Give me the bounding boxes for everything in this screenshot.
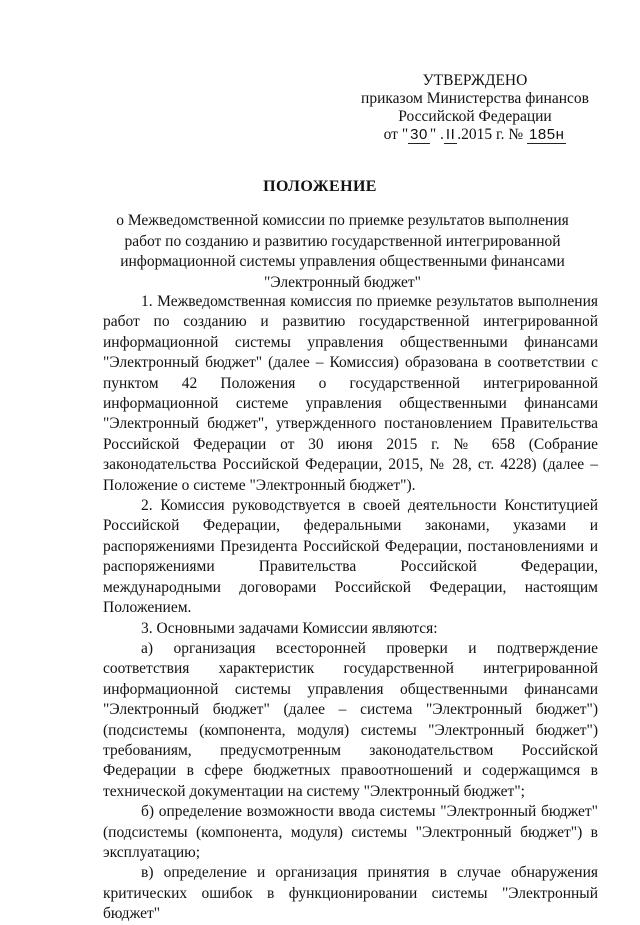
item-c: в) определение и организация принятия в случае обнаружения критических ошибок в функционировании системы "Электронный бюджет" xyxy=(103,864,598,923)
date-separator: " . xyxy=(429,126,444,143)
approval-order-line: приказом Министерства финансов xyxy=(361,90,589,107)
paragraph-1: 1. Межведомственная комиссия по приемке результатов выполнения работ по созданию и развитию государственной интегрированной информационной системы управления общественными финансами "Электронный бюджет" (далее – Комиссия) образована в соответствии с пунктом 42 Положения о государственной интегрированной информационной системе управления общественными финансами "Электронный бюджет", утвержденного постановлением Правительства Российской Федерации от 30 июня 2015 г. № 658 (Собрание законодательства Российской Федерации, 2015, № 28, ст. 4228) (далее – Положение о системе "Электронный бюджет"). xyxy=(103,293,598,494)
document-title: ПОЛОЖЕНИЕ xyxy=(263,178,377,195)
item-b: б) определение возможности ввода системы "Электронный бюджет" (подсистемы (компонента, модуля) системы "Электронный бюджет") в эксплуатацию; xyxy=(103,803,598,861)
document-subtitle: о Межведомственной комиссии по приемке результатов выполнения работ по созданию и развитию государственной интегрированной информационной системы управления общественными финансами "Электронный бюджет" xyxy=(116,212,569,291)
date-prefix: от " xyxy=(383,126,409,143)
document-body xyxy=(103,292,598,925)
approval-date-line xyxy=(360,126,590,144)
item-a: а) организация всесторонней проверки и подтверждение соответствия характеристик государственной интегрированной информационной системы управления общественными финансами "Электронный бюджет" (далее – система "Электронный бюджет") (подсистемы (компонента, модуля) системы "Электронный бюджет") требованиям, предусмотренным законодательством Российской Федерации в сфере бюджетных правоотношений и содержащимся в технической документации на систему "Электронный бюджет"; xyxy=(103,639,598,800)
handwritten-order-number: 185н xyxy=(529,126,565,143)
approval-heading: УТВЕРЖДЕНО xyxy=(422,72,528,89)
year-text: .2015 г. № xyxy=(457,126,524,143)
approval-block xyxy=(360,72,590,144)
approval-ministry-line: Российской Федерации xyxy=(398,108,552,125)
handwritten-day: 30 xyxy=(410,126,428,143)
paragraph-2: 2. Комиссия руководствуется в своей деятельности Конституцией Российской Федерации, федеральными законами, указами и распоряжениями Президента Российской Федерации, постановлениями и распоряжениями Правительства Российской Федерации, международными договорами Российской Федерации, настоящим Положением. xyxy=(103,497,598,617)
handwritten-month: II xyxy=(445,126,456,143)
paragraph-3: 3. Основными задачами Комиссии являются: xyxy=(141,619,438,637)
